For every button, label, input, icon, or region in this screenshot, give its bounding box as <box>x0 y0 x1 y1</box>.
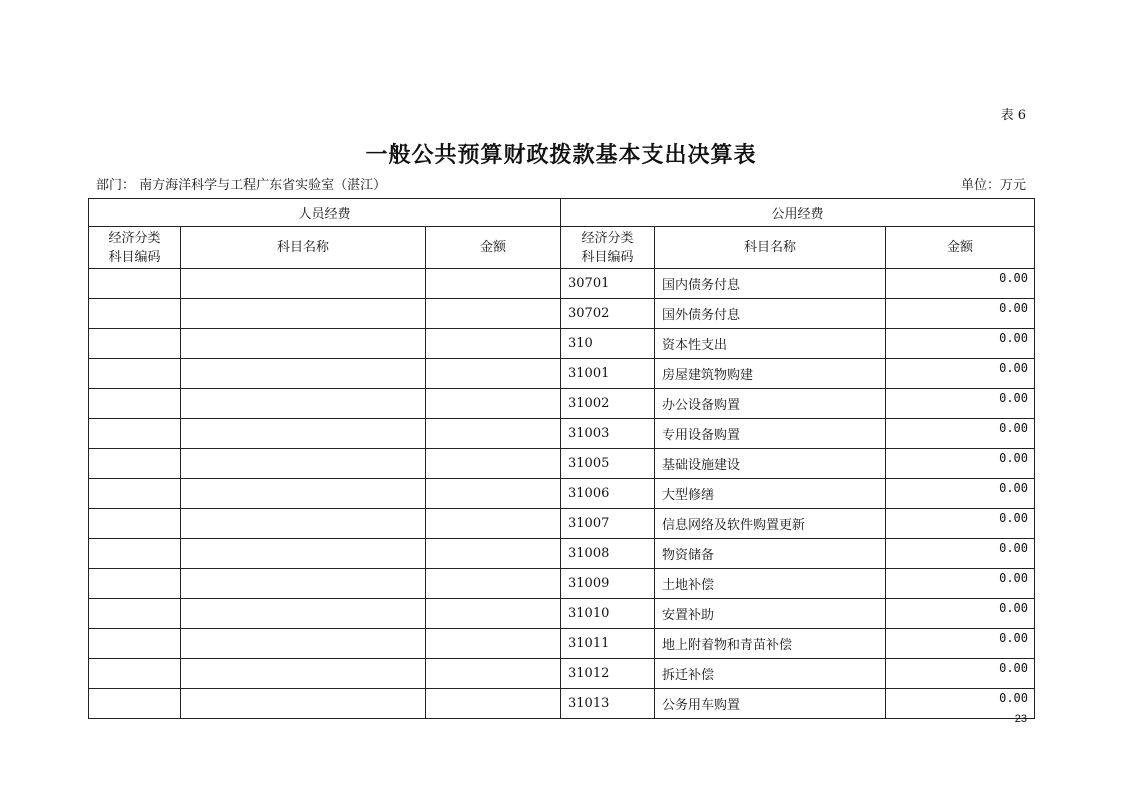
public-amount-cell: 0.00 <box>886 539 1035 569</box>
public-amount-cell: 0.00 <box>886 269 1035 299</box>
table-row <box>89 299 1035 329</box>
table-row <box>89 329 1035 359</box>
personnel-code-cell <box>89 389 181 419</box>
unit-label: 单位：万元 <box>960 178 1026 193</box>
personnel-name-cell <box>181 329 426 359</box>
public-group-header: 公用经费 <box>561 199 1035 227</box>
public-code-cell: 31005 <box>561 449 655 479</box>
personnel-name-cell <box>181 509 426 539</box>
public-amount-cell: 0.00 <box>886 359 1035 389</box>
personnel-amount-cell <box>426 449 561 479</box>
public-name-cell: 安置补助 <box>655 599 886 629</box>
table-row <box>89 689 1035 719</box>
personnel-name-cell <box>181 689 426 719</box>
personnel-name-header: 科目名称 <box>181 227 426 269</box>
table-row <box>89 659 1035 689</box>
public-code-cell: 31013 <box>561 689 655 719</box>
table-row <box>89 389 1035 419</box>
public-code-cell: 31009 <box>561 569 655 599</box>
public-amount-cell: 0.00 <box>886 479 1035 509</box>
personnel-code-cell <box>89 509 181 539</box>
table-row <box>89 479 1035 509</box>
personnel-name-cell <box>181 569 426 599</box>
personnel-code-cell <box>89 569 181 599</box>
personnel-code-cell <box>89 479 181 509</box>
personnel-code-cell <box>89 299 181 329</box>
public-name-cell: 办公设备购置 <box>655 389 886 419</box>
public-code-cell: 31010 <box>561 599 655 629</box>
public-code-cell: 31002 <box>561 389 655 419</box>
public-amount-cell: 0.00 <box>886 389 1035 419</box>
public-amount-cell: 0.00 <box>886 569 1035 599</box>
public-amount-cell: 0.00 <box>886 689 1035 719</box>
public-name-cell: 物资储备 <box>655 539 886 569</box>
public-code-cell: 31008 <box>561 539 655 569</box>
public-code-cell: 31001 <box>561 359 655 389</box>
personnel-amount-cell <box>426 389 561 419</box>
table-row <box>89 449 1035 479</box>
public-code-cell: 31012 <box>561 659 655 689</box>
personnel-name-cell <box>181 449 426 479</box>
personnel-code-header: 经济分类 科目编码 <box>89 227 181 269</box>
personnel-name-cell <box>181 599 426 629</box>
table-row <box>89 419 1035 449</box>
public-code-cell: 31011 <box>561 629 655 659</box>
personnel-code-cell <box>89 419 181 449</box>
public-amount-cell: 0.00 <box>886 419 1035 449</box>
public-name-cell: 国外债务付息 <box>655 299 886 329</box>
personnel-amount-cell <box>426 659 561 689</box>
personnel-name-cell <box>181 269 426 299</box>
personnel-name-cell <box>181 299 426 329</box>
public-amount-cell: 0.00 <box>886 509 1035 539</box>
public-code-cell: 31003 <box>561 419 655 449</box>
public-amount-cell: 0.00 <box>886 629 1035 659</box>
personnel-amount-cell <box>426 599 561 629</box>
personnel-name-cell <box>181 659 426 689</box>
personnel-code-cell <box>89 689 181 719</box>
personnel-group-header: 人员经费 <box>89 199 561 227</box>
personnel-code-cell <box>89 359 181 389</box>
personnel-name-cell <box>181 539 426 569</box>
personnel-code-cell <box>89 329 181 359</box>
department-label: 部门： 南方海洋科学与工程广东省实验室（湛江） <box>96 178 387 193</box>
public-amount-cell: 0.00 <box>886 449 1035 479</box>
table-row <box>89 629 1035 659</box>
public-name-cell: 土地补偿 <box>655 569 886 599</box>
public-code-cell: 30702 <box>561 299 655 329</box>
table-row <box>89 359 1035 389</box>
table-row <box>89 569 1035 599</box>
public-name-cell: 国内债务付息 <box>655 269 886 299</box>
public-name-cell: 资本性支出 <box>655 329 886 359</box>
personnel-amount-cell <box>426 569 561 599</box>
public-code-cell: 310 <box>561 329 655 359</box>
public-code-cell: 30701 <box>561 269 655 299</box>
table-row <box>89 269 1035 299</box>
page-number: 23 <box>1014 713 1027 725</box>
personnel-amount-cell <box>426 269 561 299</box>
personnel-amount-cell <box>426 419 561 449</box>
page-title: 一般公共预算财政拨款基本支出决算表 <box>365 142 757 168</box>
public-code-cell: 31007 <box>561 509 655 539</box>
personnel-amount-cell <box>426 479 561 509</box>
public-amount-cell: 0.00 <box>886 299 1035 329</box>
personnel-name-cell <box>181 629 426 659</box>
personnel-name-cell <box>181 419 426 449</box>
personnel-amount-cell <box>426 509 561 539</box>
public-name-cell: 基础设施建设 <box>655 449 886 479</box>
personnel-amount-cell <box>426 539 561 569</box>
public-amount-cell: 0.00 <box>886 329 1035 359</box>
public-name-cell: 专用设备购置 <box>655 419 886 449</box>
personnel-amount-header: 金额 <box>426 227 561 269</box>
personnel-amount-cell <box>426 359 561 389</box>
personnel-name-cell <box>181 389 426 419</box>
public-name-cell: 大型修缮 <box>655 479 886 509</box>
public-name-cell: 拆迁补偿 <box>655 659 886 689</box>
public-code-cell: 31006 <box>561 479 655 509</box>
personnel-code-cell <box>89 599 181 629</box>
table-row <box>89 509 1035 539</box>
public-name-header: 科目名称 <box>655 227 886 269</box>
personnel-code-cell <box>89 539 181 569</box>
public-amount-header: 金额 <box>886 227 1035 269</box>
table-number: 表 6 <box>1000 108 1026 123</box>
public-name-cell: 公务用车购置 <box>655 689 886 719</box>
personnel-amount-cell <box>426 629 561 659</box>
public-name-cell: 房屋建筑物购建 <box>655 359 886 389</box>
budget-table <box>88 198 1035 719</box>
personnel-amount-cell <box>426 299 561 329</box>
personnel-name-cell <box>181 479 426 509</box>
personnel-code-cell <box>89 449 181 479</box>
personnel-code-cell <box>89 629 181 659</box>
public-amount-cell: 0.00 <box>886 659 1035 689</box>
public-amount-cell: 0.00 <box>886 599 1035 629</box>
public-name-cell: 地上附着物和青苗补偿 <box>655 629 886 659</box>
table-row <box>89 539 1035 569</box>
personnel-name-cell <box>181 359 426 389</box>
public-code-header: 经济分类 科目编码 <box>561 227 655 269</box>
table-row <box>89 599 1035 629</box>
public-name-cell: 信息网络及软件购置更新 <box>655 509 886 539</box>
personnel-amount-cell <box>426 329 561 359</box>
personnel-amount-cell <box>426 689 561 719</box>
personnel-code-cell <box>89 269 181 299</box>
personnel-code-cell <box>89 659 181 689</box>
